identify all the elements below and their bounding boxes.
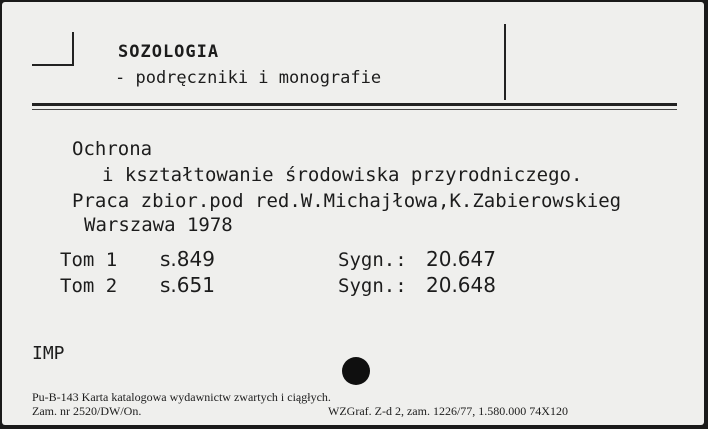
section-heading: SOZOLOGIA	[118, 42, 220, 62]
volume-label: Tom 2	[60, 275, 118, 297]
header-rule-thin	[32, 109, 677, 110]
title-line-1: Ochrona	[72, 138, 153, 160]
footer-order: Zam. nr 2520/DW/On.	[32, 404, 142, 418]
volume-label: Tom 1	[60, 249, 118, 271]
corner-mark-base	[32, 64, 74, 66]
title-line-2: i kształtowanie środowiska przyrodniczego.	[102, 164, 583, 186]
punch-hole	[342, 357, 370, 385]
signature-number: 20.647	[426, 247, 496, 271]
signature-label: Sygn.:	[338, 275, 407, 297]
imp-code: IMP	[32, 343, 65, 364]
header-divider	[504, 24, 506, 100]
corner-mark	[72, 32, 74, 65]
place-year: Warszawa 1978	[84, 214, 233, 236]
footer-printer: WZGraf. Z-d 2, zam. 1226/77, 1.580.000 74X120	[328, 404, 568, 418]
catalog-card	[2, 2, 704, 425]
section-subtitle: - podręczniki i monografie	[115, 68, 382, 88]
volume-pages: s.651	[160, 273, 215, 297]
signature-number: 20.648	[426, 273, 496, 297]
footer-form-line: Pu-B-143 Karta katalogowa wydawnictw zwartych i ciągłych.	[32, 390, 331, 404]
volume-pages: s.849	[160, 247, 215, 271]
signature-label: Sygn.:	[338, 249, 407, 271]
editors-line: Praca zbior.pod red.W.Michajłowa,K.Zabierowskieg	[72, 190, 622, 212]
header-rule	[32, 103, 677, 106]
